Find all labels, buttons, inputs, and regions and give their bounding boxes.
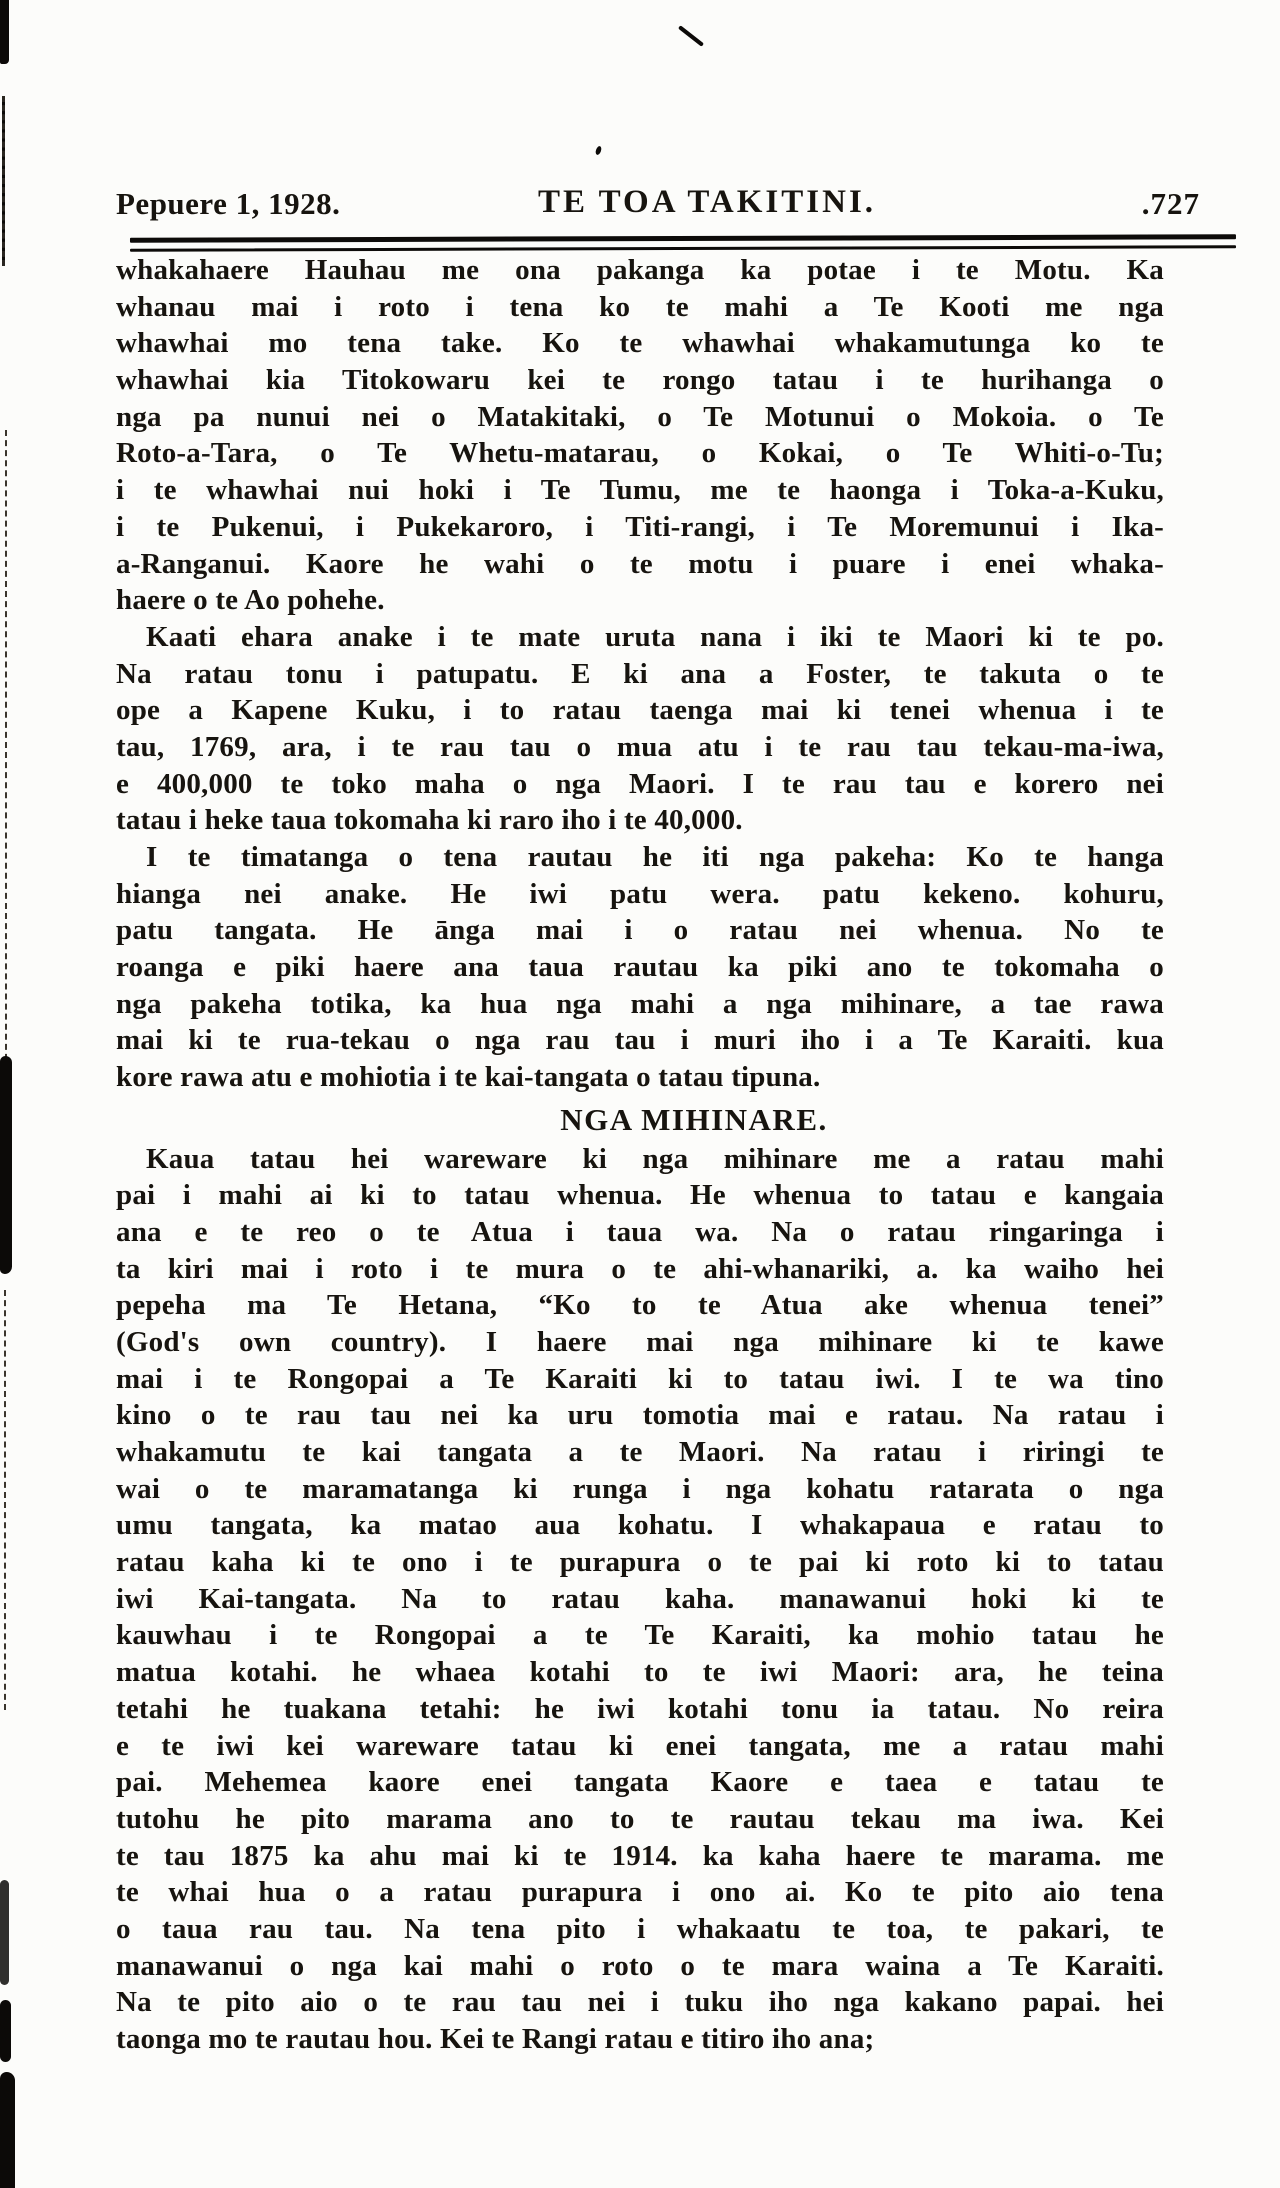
text-line: pai i mahi ai ki to tatau whenua. He whenua to tatau e kangaia [116, 1179, 1164, 1212]
text-line: Na te pito aio o te rau tau nei i tuku iho nga kakano papai. hei [116, 1986, 1164, 2019]
text-line: i te Pukenui, i Pukekaroro, i Titi-rangi, i Te Moremunui i Ika- [116, 510, 1164, 543]
text-line: mai ki te rua-tekau o nga rau tau i muri iho i a Te Karaiti. kua [116, 1024, 1164, 1057]
body-text-column [116, 252, 1164, 2058]
text-line: pai. Mehemea kaore enei tangata Kaore e taea e tatau te [116, 1766, 1164, 1799]
text-line: manawanui o nga kai mahi o roto o te mara waina a Te Karaiti. [116, 1949, 1164, 1982]
text-line: whakamutu te kai tangata a te Maori. Na ratau i riringi te [116, 1436, 1164, 1468]
text-line: whawhai mo tena take. Ko te whawhai whakamutunga ko te [116, 327, 1164, 360]
scan-smudge-middle-left [0, 1056, 12, 1274]
text-line: haere o te Ao pohehe. [116, 584, 385, 617]
scan-smudge-bottom-left [0, 2072, 15, 2188]
text-line: patu tangata. He ānga mai i o ratau nei whenua. No te [116, 914, 1164, 947]
text-line: roanga e piki haere ana taua rautau ka piki ano te tokomaha o [116, 951, 1164, 984]
text-line: Kaua tatau hei wareware ki nga mihinare me a ratau mahi [146, 1142, 1164, 1175]
text-line: tetahi he tuakana tetahi: he iwi kotahi tonu ia tatau. No reira [116, 1692, 1164, 1725]
scan-smudge-lower-left-2 [0, 2000, 11, 2062]
text-line: iwi Kai-tangata. Na to ratau kaha. manawanui hoki ki te [116, 1582, 1164, 1615]
text-line: tutohu he pito marama ano to te rautau tekau ma iwa. Kei [116, 1802, 1164, 1835]
text-line: tatau i heke taua tokomaha ki raro iho i te 40,000. [116, 804, 743, 837]
divider-rule-bottom [130, 245, 1236, 251]
text-line: Roto-a-Tara, o Te Whetu-matarau, o Kokai, o Te Whiti-o-Tu; [116, 437, 1164, 470]
text-line: pepeha ma Te Hetana, “Ko to te Atua ake whenua tenei” [116, 1289, 1164, 1322]
masthead [116, 186, 1200, 230]
paragraph [116, 839, 1164, 1096]
scan-binding-dashes-upper [5, 430, 7, 1080]
text-line: (God's own country). I haere mai nga mihinare ki te kawe [116, 1325, 1164, 1358]
divider-rule-top [130, 234, 1236, 242]
scan-binding-dashes-lower [4, 1290, 6, 1710]
text-line: wai o te maramatanga ki runga i nga kohatu ratarata o nga [116, 1472, 1164, 1505]
text-line: ta kiri mai i roto i te mura o te ahi-whanariki, a. ka waiho hei [116, 1252, 1164, 1285]
paragraph [116, 1141, 1164, 2058]
scan-smudge-top-left [0, 0, 9, 64]
scan-smudge-lower-left-1 [0, 1880, 9, 1985]
paragraph [116, 619, 1164, 839]
text-line: kore rawa atu e mohiotia i te kai-tangata o tatau tipuna. [116, 1061, 821, 1094]
text-line: i te whawhai nui hoki i Te Tumu, me te haonga i Toka-a-Kuku, [116, 474, 1164, 507]
text-line: ope a Kapene Kuku, i to ratau taenga mai ki tenei whenua i te [116, 694, 1164, 727]
text-line: nga pakeha totika, ka hua nga mahi a nga mihinare, a tae rawa [116, 987, 1164, 1020]
text-line: a-Ranganui. Kaore he wahi o te motu i puare i enei whaka- [116, 547, 1164, 580]
text-line: e te iwi kei wareware tatau ki enei tangata, me a ratau mahi [116, 1729, 1164, 1762]
masthead-page-number: .727 [1141, 186, 1200, 221]
text-line: mai i te Rongopai a Te Karaiti ki to tatau iwi. I te wa tino [116, 1362, 1164, 1395]
text-line: taonga mo te rautau hou. Kei te Rangi ratau e titiro iho ana; [116, 2023, 875, 2055]
text-line: kauwhau i te Rongopai a te Te Karaiti, ka mohio tatau he [116, 1619, 1164, 1652]
text-line: ana e te reo o te Atua i taua wa. Na o ratau ringaringa i [116, 1215, 1164, 1248]
text-line: e 400,000 te toko maha o nga Maori. I te rau tau e korero nei [116, 767, 1164, 800]
text-line: umu tangata, ka matao aua kohatu. I whakapaua e ratau to [116, 1509, 1164, 1542]
scan-speck [595, 145, 603, 155]
masthead-date: Pepuere 1, 1928. [116, 186, 341, 221]
text-line: matua kotahi. he whaea kotahi to te iwi Maori: ara, he teina [116, 1656, 1164, 1689]
text-line: kino o te rau tau nei ka uru tomotia mai e ratau. Na ratau i [116, 1399, 1164, 1432]
text-line: Na ratau tonu i patupatu. E ki ana a Foster, te takuta o te [116, 657, 1164, 690]
scan-stray-mark-top [678, 25, 704, 47]
text-line: ratau kaha ki te ono i te purapura o te pai ki roto ki to tatau [116, 1546, 1164, 1579]
masthead-title: TE TOA TAKITINI. [537, 184, 877, 220]
text-line: tau, 1769, ara, i te rau tau o mua atu i te rau tau tekau-ma-iwa, [116, 730, 1164, 763]
text-line: I te timatanga o tena rautau he iti nga pakeha: Ko te hanga [146, 841, 1164, 873]
masthead-divider [130, 234, 1236, 251]
scan-binding-dashes-top [2, 96, 5, 266]
text-line: hianga nei anake. He iwi patu wera. patu kekeno. kohuru, [116, 877, 1164, 910]
section-heading: NGA MIHINARE. [560, 1101, 828, 1137]
paragraph [116, 252, 1164, 619]
text-line: te whai hua o a ratau purapura i ono ai. Ko te pito aio tena [116, 1876, 1164, 1909]
text-line: whanau mai i roto i tena ko te mahi a Te Kooti me nga [116, 290, 1164, 323]
text-line: whawhai kia Titokowaru kei te rongo tatau i te hurihanga o [116, 364, 1164, 397]
text-line: Kaati ehara anake i te mate uruta nana i iki te Maori ki te po. [146, 620, 1164, 653]
text-line: te tau 1875 ka ahu mai ki te 1914. ka kaha haere te marama. me [116, 1839, 1164, 1872]
text-line: nga pa nunui nei o Matakitaki, o Te Motunui o Mokoia. o Te [116, 400, 1164, 433]
text-line: o taua rau tau. Na tena pito i whakaatu te toa, te pakari, te [116, 1912, 1164, 1945]
text-line: whakahaere Hauhau me ona pakanga ka potae i te Motu. Ka [116, 254, 1164, 286]
